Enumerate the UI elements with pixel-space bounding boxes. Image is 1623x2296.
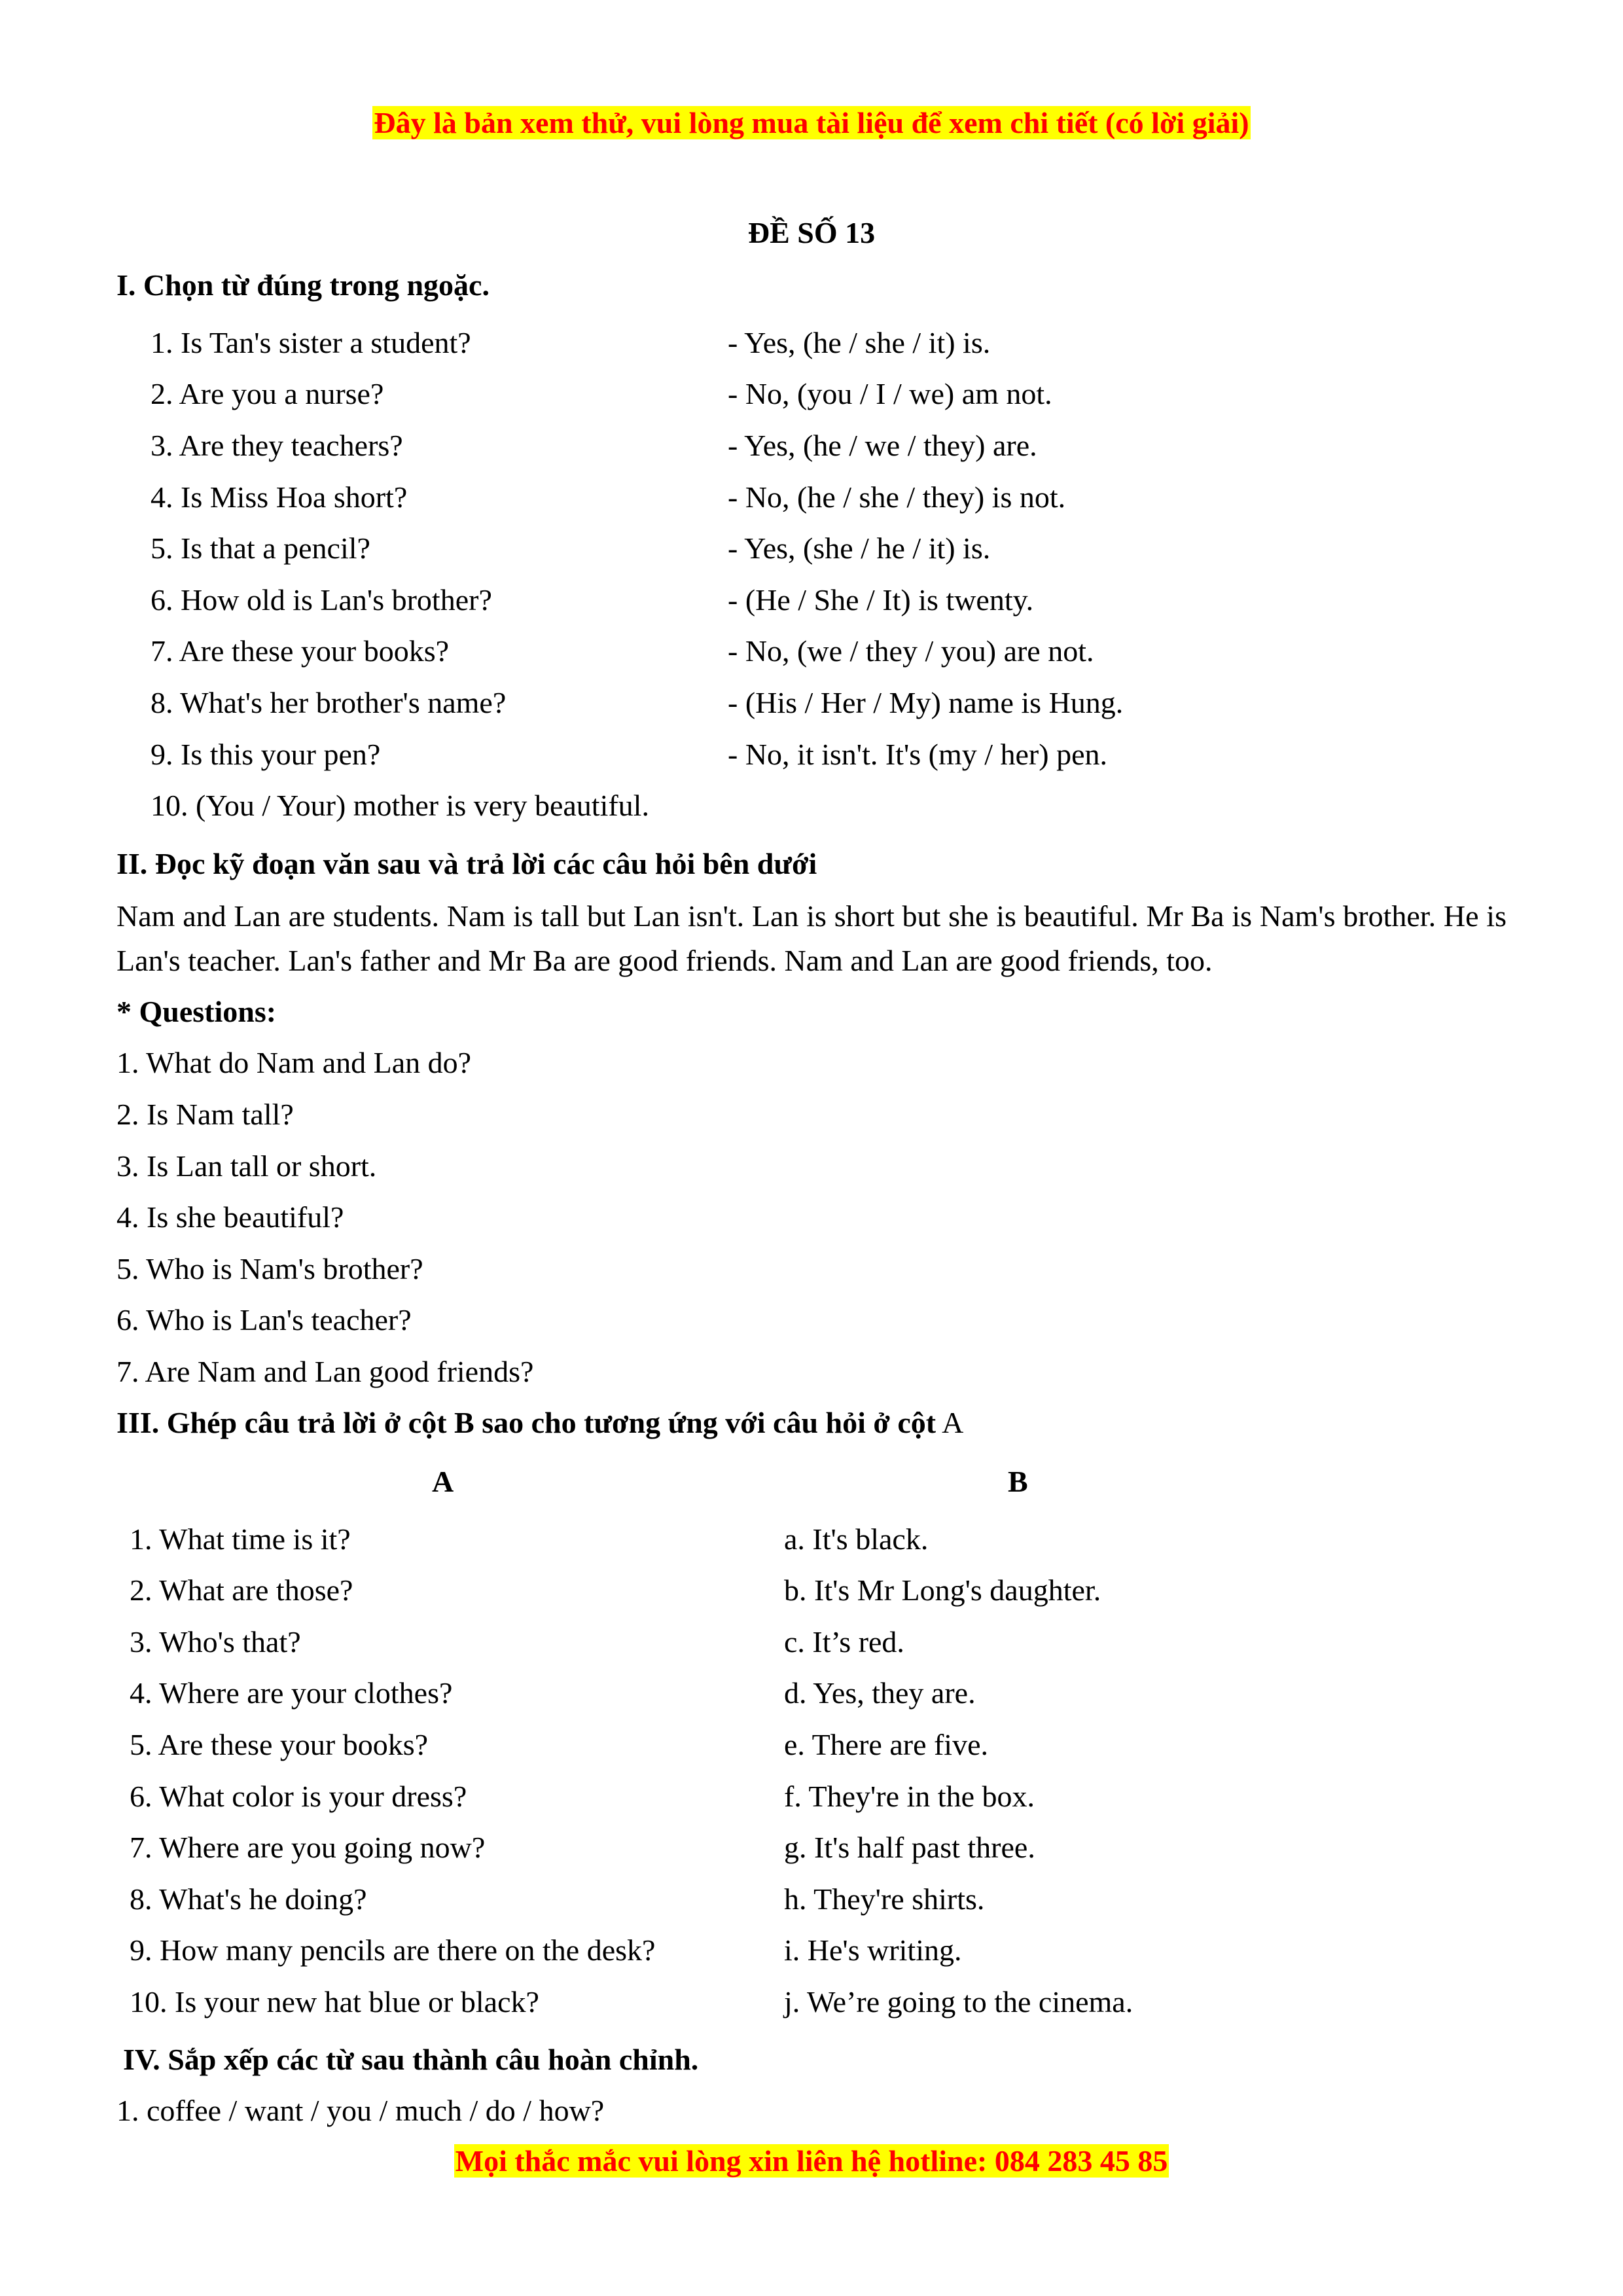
reading-question: 6. Who is Lan's teacher? [116, 1303, 412, 1336]
section3-heading [116, 1406, 963, 1441]
section1-answer: - Yes, (she / he / it) is. [728, 531, 991, 565]
section1-question: 4. Is Miss Hoa short? [151, 480, 408, 514]
section1-answer: - Yes, (he / we / they) are. [728, 429, 1037, 462]
matching-answer: e. There are five. [784, 1728, 989, 1761]
section1-question: 3. Are they teachers? [151, 429, 403, 462]
matching-question: 5. Are these your books? [130, 1728, 429, 1761]
section1-question: 5. Is that a pencil? [151, 531, 370, 565]
section2-heading: II. Đọc kỹ đoạn văn sau và trả lời các câu hỏi bên dưới [116, 847, 817, 880]
section1-question: 2. Are you a nurse? [151, 377, 384, 410]
matching-question: 9. How many pencils are there on the desk? [130, 1933, 656, 1967]
section1-answer: - No, (you / I / we) am not. [728, 377, 1052, 410]
section1-answer: - No, (we / they / you) are not. [728, 634, 1094, 668]
matching-question: 1. What time is it? [130, 1522, 351, 1556]
column-a-header: A [432, 1465, 454, 1498]
reading-passage: Nam and Lan are students. Nam is tall but Lan isn't. Lan is short but she is beautiful. Mr Ba is Nam's brother. He is Lan's teacher. Lan's father and Mr Ba are good friends. Nam and Lan are good friends, too. [116, 899, 1507, 977]
section1-question: 7. Are these your books? [151, 634, 450, 668]
matching-question: 4. Where are your clothes? [130, 1676, 453, 1710]
page-title: ĐỀ SỐ 13 [747, 216, 876, 249]
matching-answer: g. It's half past three. [784, 1831, 1035, 1864]
matching-answer: f. They're in the box. [784, 1780, 1035, 1813]
matching-question: 6. What color is your dress? [130, 1780, 467, 1813]
matching-answer: d. Yes, they are. [784, 1676, 976, 1710]
section1-heading: I. Chọn từ đúng trong ngoặc. [116, 268, 490, 302]
questions-label: * Questions: [116, 995, 277, 1028]
section1-answer: - (His / Her / My) name is Hung. [728, 686, 1124, 719]
section1-question: 1. Is Tan's sister a student? [151, 326, 471, 359]
section3-heading-text: III. Ghép câu trả lời ở cột B sao cho tương ứng với câu hỏi ở cột [116, 1406, 936, 1439]
matching-question: 3. Who's that? [130, 1625, 301, 1659]
matching-question: 2. What are those? [130, 1573, 353, 1607]
reading-question: 1. What do Nam and Lan do? [116, 1046, 472, 1079]
reading-question: 3. Is Lan tall or short. [116, 1149, 377, 1183]
matching-question: 8. What's he doing? [130, 1882, 367, 1916]
reading-question: 2. Is Nam tall? [116, 1098, 294, 1131]
section1-answer: - No, it isn't. It's (my / her) pen. [728, 738, 1107, 771]
section1-question: 8. What's her brother's name? [151, 686, 507, 719]
matching-answer: h. They're shirts. [784, 1882, 985, 1916]
matching-answer: c. It’s red. [784, 1625, 904, 1659]
header-banner-line [0, 106, 1623, 141]
section4-heading: IV. Sắp xếp các từ sau thành câu hoàn chỉnh. [123, 2043, 699, 2076]
matching-answer: i. He's writing. [784, 1933, 962, 1967]
reorder-item: 1. coffee / want / you / much / do / how? [116, 2094, 605, 2127]
column-b-header: B [1008, 1465, 1028, 1498]
section1-question: 6. How old is Lan's brother? [151, 583, 492, 617]
footer-banner: Mọi thắc mắc vui lòng xin liên hệ hotline: 084 283 45 85 [455, 2144, 1168, 2178]
section1-answer: - Yes, (he / she / it) is. [728, 326, 991, 359]
section1-question: 9. Is this your pen? [151, 738, 381, 771]
footer-banner-line [0, 2144, 1623, 2179]
section3-heading-tail: A [936, 1406, 964, 1439]
section1-answer: - No, (he / she / they) is not. [728, 480, 1066, 514]
section1-question-10: 10. (You / Your) mother is very beautiful. [151, 789, 649, 822]
reading-question: 4. Is she beautiful? [116, 1200, 344, 1234]
matching-answer: j. We’re going to the cinema. [784, 1985, 1133, 2018]
reading-question: 7. Are Nam and Lan good friends? [116, 1355, 534, 1388]
matching-answer: b. It's Mr Long's daughter. [784, 1573, 1101, 1607]
matching-answer: a. It's black. [784, 1522, 929, 1556]
section1-answer: - (He / She / It) is twenty. [728, 583, 1034, 617]
reading-question: 5. Who is Nam's brother? [116, 1252, 423, 1285]
matching-question: 10. Is your new hat blue or black? [130, 1985, 539, 2018]
matching-question: 7. Where are you going now? [130, 1831, 486, 1864]
header-banner: Đây là bản xem thử, vui lòng mua tài liệu để xem chi tiết (có lời giải) [374, 106, 1249, 139]
